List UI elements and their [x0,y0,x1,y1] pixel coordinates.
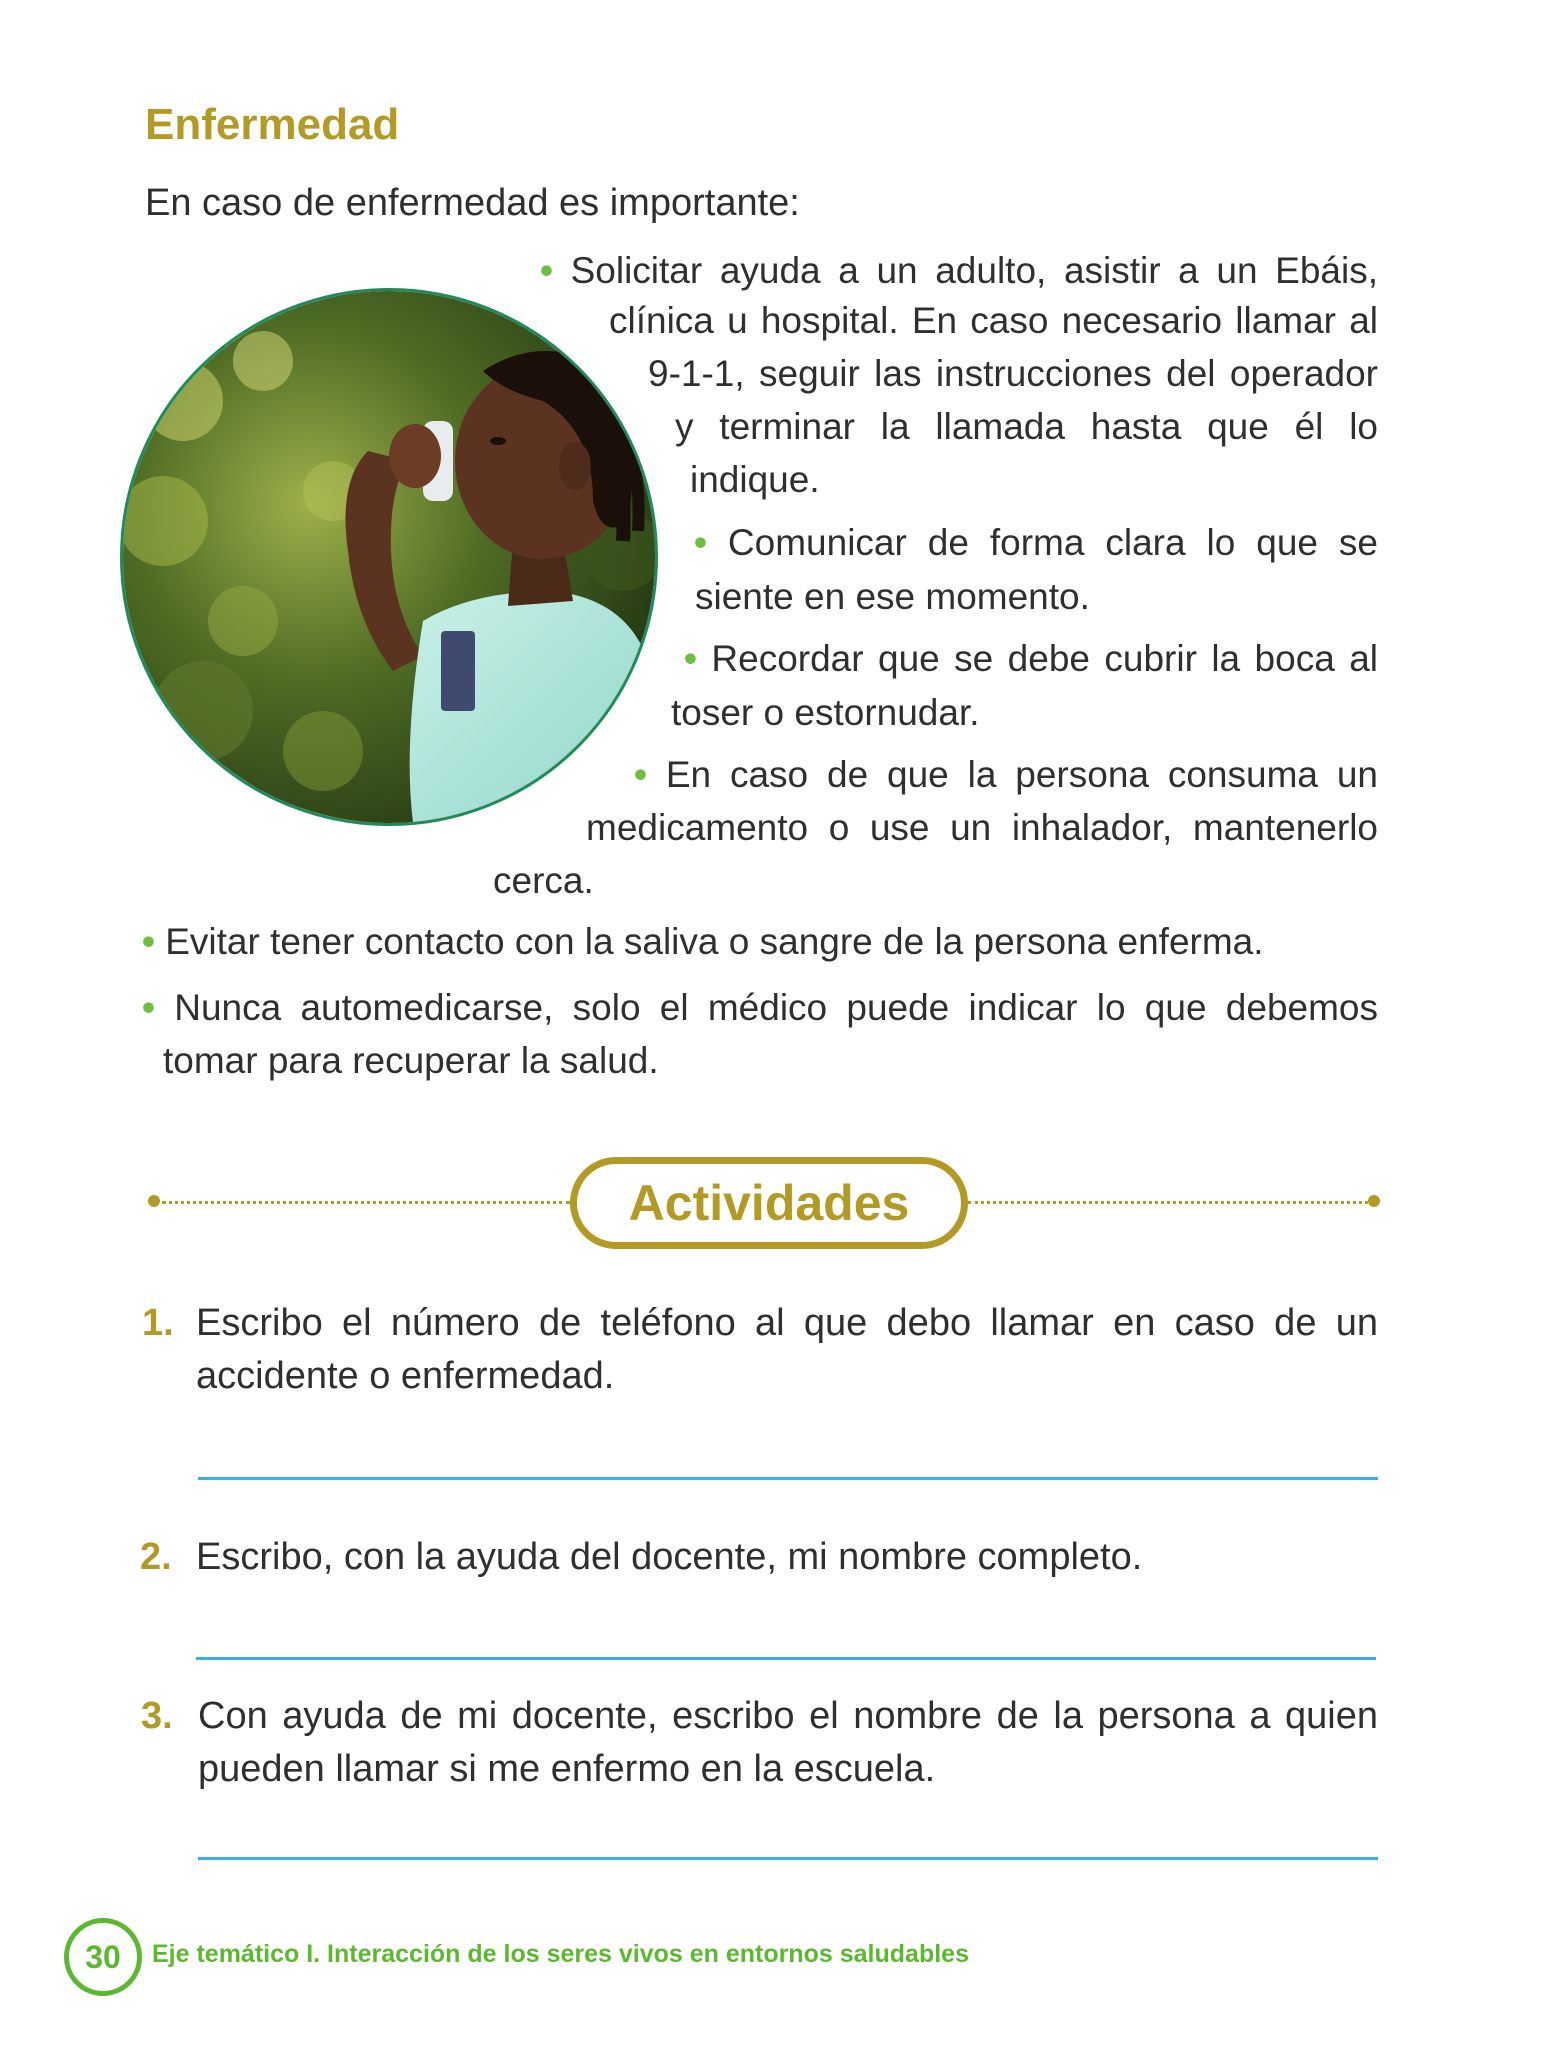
bullet-dot: • [142,921,155,962]
section-intro: En caso de enfermedad es importante: [145,182,800,224]
activity-1-answer-line[interactable] [198,1477,1378,1480]
photo-illustration [123,291,655,823]
bullet-cover-line-1: • Recordar que se debe cubrir la boca al [684,638,1379,679]
bullet-selfmed-line-1: • Nunca automedicarse, solo el médico puede indicar lo que debemos [142,987,1379,1028]
activity-2-text-line-1: Escribo, con la ayuda del docente, mi nombre completo. [196,1536,1143,1578]
bullet-medication-line-1: • En caso de que la persona consuma un [634,754,1378,795]
bullet-medication-line-2: medicamento o use un inhalador, mantenerlo [586,807,1378,848]
divider-end-dot-right [1368,1195,1380,1207]
activity-3-answer-line[interactable] [198,1857,1378,1860]
bullet-help-line-1: • Solicitar ayuda a un adulto, asistir a un Ebáis, [540,250,1378,291]
page-number: 30 [64,1918,142,1996]
divider-dotted-right [968,1201,1368,1204]
bullet-medication-line-3: cerca. [493,860,594,901]
activity-3-text-line-1: Con ayuda de mi docente, escribo el nombre de la persona a quien [198,1695,1378,1737]
divider-dotted-left [162,1201,570,1204]
bullet-cover-line-2: toser o estornudar. [671,692,980,733]
bullet-help-line-3: 9-1-1, seguir las instrucciones del operador [648,353,1378,394]
section-title: Enfermedad [145,100,400,149]
bullet-help-line-4: y terminar la llamada hasta que él lo [675,406,1378,447]
bullet-dot: • [142,987,155,1028]
bullet-dot: • [694,522,707,563]
activity-1-number: 1. [142,1302,174,1344]
bullet-help-line-5: indique. [690,459,820,500]
bullet-help-line-2: clínica u hospital. En caso necesario llamar al [609,300,1378,341]
divider-end-dot-left [148,1195,160,1207]
bullet-selfmed-line-2: tomar para recuperar la salud. [163,1040,659,1081]
activity-3-text-line-2: pueden llamar si me enfermo en la escuela. [198,1748,936,1790]
bullet-communicate-line-1: • Comunicar de forma clara lo que se [694,522,1378,563]
bullet-dot: • [634,754,647,795]
activity-1-text-line-2: accidente o enfermedad. [196,1355,615,1397]
activity-2-number: 2. [140,1536,172,1578]
activity-1-text-line-1: Escribo el número de teléfono al que debo llamar en caso de un [196,1302,1378,1344]
bullet-communicate-line-2: siente en ese momento. [695,576,1090,617]
bullet-dot: • [540,250,553,291]
bullet-contact-line-1: • Evitar tener contacto con la saliva o sangre de la persona enferma. [142,921,1264,962]
activities-header [148,1157,1388,1247]
footer-text: Eje temático I. Interacción de los seres vivos en entornos saludables [152,1940,969,1968]
activity-2-answer-line[interactable] [196,1657,1376,1660]
child-inhaler-photo [120,288,658,826]
activities-title: Actividades [570,1157,968,1249]
activity-3-number: 3. [141,1695,173,1737]
bullet-dot: • [684,638,697,679]
